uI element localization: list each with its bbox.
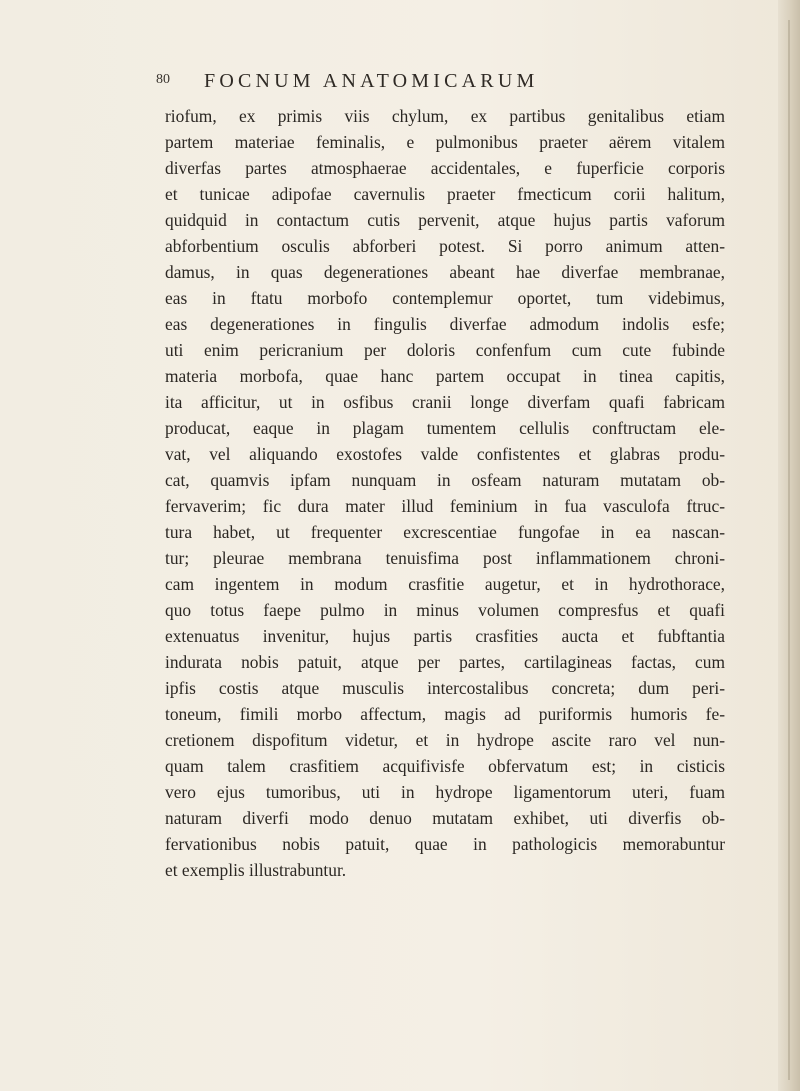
text-line: diverfas partes atmosphaerae accidentales, e fuperficie corporis	[165, 158, 725, 178]
text-line: cam ingentem in modum crasfitie augetur, et in hydrothorace,	[165, 574, 725, 594]
text-line: eas degenerationes in fingulis diverfae admodum indolis esfe;	[165, 314, 725, 334]
text-line: quidquid in contactum cutis pervenit, atque hujus partis vaforum	[165, 210, 725, 230]
text-line: vero ejus tumoribus, uti in hydrope ligamentorum uteri, fuam	[165, 782, 725, 802]
running-title: FOCNUM ANATOMICARUM	[204, 70, 539, 92]
text-line: quam talem crasfitiem acquifivisfe obfervatum est; in cisticis	[165, 756, 725, 776]
text-line: indurata nobis patuit, atque per partes, cartilagineas factas, cum	[165, 652, 725, 672]
text-line: toneum, fimili morbo affectum, magis ad puriformis humoris fe-	[165, 704, 725, 724]
text-line: extenuatus invenitur, hujus partis crasfities aucta et fubftantia	[165, 626, 725, 646]
text-line: abforbentium osculis abforberi potest. Si porro animum atten-	[165, 236, 725, 256]
body-text	[165, 103, 725, 883]
text-line: et tunicae adipofae cavernulis praeter fmecticum corii halitum,	[165, 184, 725, 204]
page-number: 80	[156, 72, 170, 87]
text-line: uti enim pericranium per doloris confenfum cum cute fubinde	[165, 340, 725, 360]
text-line: et exemplis illustrabuntur.	[165, 860, 347, 880]
text-line: quo totus faepe pulmo in minus volumen compresfus et quafi	[165, 600, 725, 620]
text-line: ita afficitur, ut in osfibus cranii longe diverfam quafi fabricam	[165, 392, 725, 412]
text-line: cat, quamvis ipfam nunquam in osfeam naturam mutatam ob-	[165, 470, 725, 490]
text-line: tur; pleurae membrana tenuisfima post inflammationem chroni-	[165, 548, 725, 568]
text-line: damus, in quas degenerationes abeant hae diverfae membranae,	[165, 262, 725, 282]
text-line: ipfis costis atque musculis intercostalibus concreta; dum peri-	[165, 678, 725, 698]
text-line: eas in ftatu morbofo contemplemur oportet, tum videbimus,	[165, 288, 725, 308]
text-line: fervationibus nobis patuit, quae in pathologicis memorabuntur	[165, 834, 725, 854]
text-line: partem materiae feminalis, e pulmonibus praeter aërem vitalem	[165, 132, 725, 152]
text-line: fervaverim; fic dura mater illud feminium in fua vasculofa ftruc-	[165, 496, 725, 516]
page-header	[156, 72, 716, 96]
page-edge-line	[788, 20, 790, 1080]
text-line: riofum, ex primis viis chylum, ex partibus genitalibus etiam	[165, 106, 725, 126]
text-line: vat, vel aliquando exostofes valde confistentes et glabras produ-	[165, 444, 725, 464]
text-line: producat, eaque in plagam tumentem cellulis conftructam ele-	[165, 418, 725, 438]
text-line: naturam diverfi modo denuo mutatam exhibet, uti diverfis ob-	[165, 808, 725, 828]
text-line: cretionem dispofitum videtur, et in hydrope ascite raro vel nun-	[165, 730, 725, 750]
text-line: tura habet, ut frequenter excrescentiae fungofae in ea nascan-	[165, 522, 725, 542]
text-line: materia morbofa, quae hanc partem occupat in tinea capitis,	[165, 366, 725, 386]
